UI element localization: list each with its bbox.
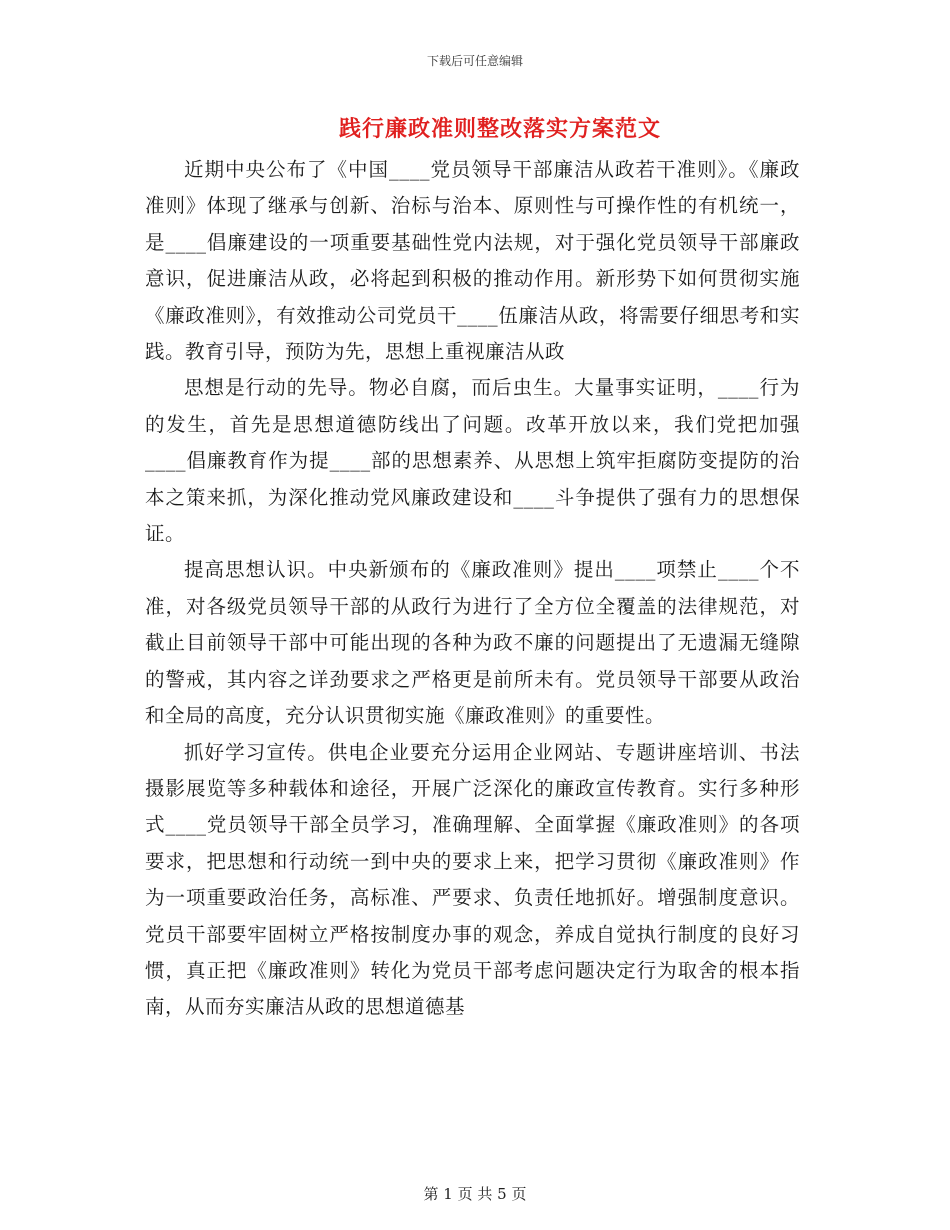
page-footer: 第 1 页 共 5 页 (423, 1185, 527, 1203)
document-body (145, 152, 800, 1026)
paragraph-1: 近期中央公布了《中国____党员领导干部廉洁从政若干准则》。《廉政准则》体现了继承与创新、治标与治本、原则性与可操作性的有机统一，是____倡廉建设的一项重要基础性党内法规，对于强化党员领导干部廉政意识，促进廉洁从政，必将起到积极的推动作用。新形势下如何贯彻实施《廉政准则》，有效推动公司党员干____伍廉洁从政，将需要仔细思考和实践。教育引导，预防为先，思想上重视廉洁从政 (145, 158, 800, 364)
header-note: 下载后可任意编辑 (426, 54, 523, 68)
document-title: 践行廉政准则整改落实方案范文 (338, 116, 661, 142)
paragraph-4: 抓好学习宣传。供电企业要充分运用企业网站、专题讲座培训、书法摄影展览等多种载体和途径，开展广泛深化的廉政宣传教育。实行多种形式____党员领导干部全员学习，准确理解、全面掌握《廉政准则》的各项要求，把思想和行动统一到中央的要求上来，把学习贯彻《廉政准则》作为一项重要政治任务，高标准、严要求、负责任地抓好。增强制度意识。党员干部要牢固树立严格按制度办事的观念，养成自觉执行制度的良好习惯，真正把《廉政准则》转化为党员干部考虑问题决定行为取舍的根本指南，从而夯实廉洁从政的思想道德基 (145, 740, 800, 1019)
paragraph-2: 思想是行动的先导。物必自腐，而后虫生。大量事实证明，____行为的发生，首先是思想道德防线出了问题。改革开放以来，我们党把加强____倡廉教育作为提____部的思想素养、从思想上筑牢拒腐防变提防的治本之策来抓，为深化推动党风廉政建设和____斗争提供了强有力的思想保证。 (145, 376, 800, 546)
paragraph-3: 提高思想认识。中央新颁布的《廉政准则》提出____项禁止____个不准，对各级党员领导干部的从政行为进行了全方位全覆盖的法律规范，对截止目前领导干部中可能出现的各种为政不廉的问题提出了无遗漏无缝隙的警戒，其内容之详劲要求之严格更是前所未有。党员领导干部要从政治和全局的高度，充分认识贯彻实施《廉政准则》的重要性。 (145, 558, 800, 728)
